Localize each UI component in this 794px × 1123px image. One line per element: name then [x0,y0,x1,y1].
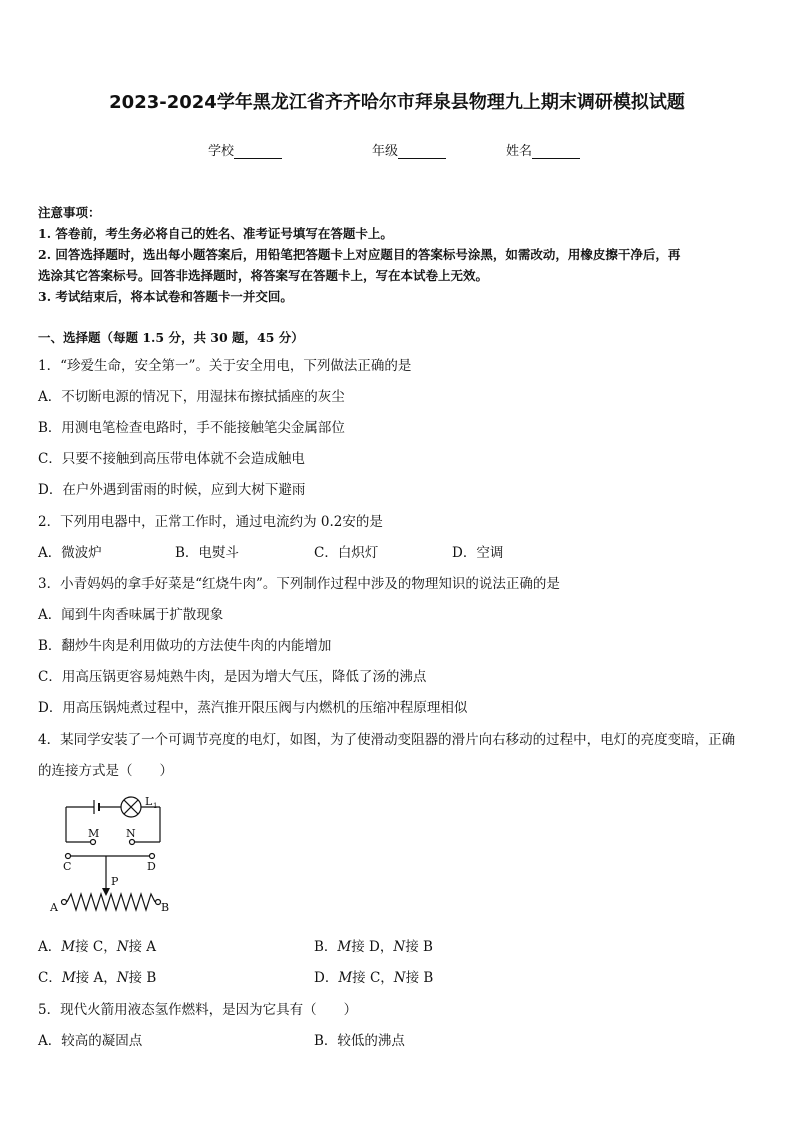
terminal-b [156,900,161,905]
option-c[interactable]: C．只要不接触到高压带电体就不会造成触电 [38,451,305,467]
option-d[interactable]: D．在户外遇到雷雨的时候，应到大树下避雨 [38,482,306,498]
terminal-a [62,900,67,905]
label-n: N [126,827,136,840]
question-stem: 2．下列用电器中，正常工作时，通过电流约为 0.2安的是 [38,514,383,530]
option-a[interactable]: A．不切断电源的情况下，用湿抹布擦拭插座的灰尘 [38,389,345,405]
terminal-m [91,840,96,845]
label-m: M [88,827,100,840]
option-a[interactable]: A．微波炉 [38,545,102,561]
label-b: B [161,901,170,914]
notice-item: 选涂其它答案标号。回答非选择题时，将答案写在答题卡上，写在本试卷上无效。 [38,268,489,283]
option-b[interactable]: B．用测电笔检查电路时，手不能接触笔尖金属部位 [38,420,345,436]
option-c[interactable]: C．M接 A，N接 B [38,970,157,986]
school-field[interactable] [208,140,282,159]
label-d: D [147,860,156,873]
option-c[interactable]: C．用高压锅更容易炖熟牛肉，是因为增大气压，降低了汤的沸点 [38,669,427,685]
notice-heading: 注意事项： [38,205,101,220]
question-stem: 4．某同学安装了一个可调节亮度的电灯，如图，为了使滑动变阻器的滑片向右移动的过程中，电灯的亮度变暗，正确 [38,732,736,748]
label-c: C [63,860,72,873]
notice-item: 3. 考试结束后，将本试卷和答题卡一并交回。 [38,289,293,304]
lamp-label: L [145,795,153,808]
terminal-d [150,854,155,859]
option-a[interactable]: A．闻到牛肉香味属于扩散现象 [38,607,224,623]
option-c[interactable]: C．白炽灯 [314,545,379,561]
name-label: 姓名 [506,144,533,159]
name-field[interactable] [506,140,580,159]
name-blank[interactable] [532,144,580,159]
lamp-subscript: 1 [153,802,158,810]
option-d[interactable]: D．空调 [452,545,504,561]
question-stem-cont: 的连接方式是（ ） [38,763,173,779]
option-d[interactable]: D．M接 C，N接 B [314,970,434,986]
option-b[interactable]: B．电熨斗 [175,545,239,561]
terminal-n [130,840,135,845]
slider-arrow-icon [102,888,110,896]
grade-field[interactable] [372,140,446,159]
resistor-zigzag [67,894,155,910]
grade-blank[interactable] [398,144,446,159]
option-d[interactable]: D．用高压锅炖煮过程中，蒸汽推开限压阀与内燃机的压缩冲程原理相似 [38,700,468,716]
circuit-diagram [44,790,174,920]
label-p: P [111,875,119,888]
option-b[interactable]: B．翻炒牛肉是利用做功的方法使牛肉的内能增加 [38,638,332,654]
terminal-c [66,854,71,859]
notice-item: 1. 答卷前，考生务必将自己的姓名、准考证号填写在答题卡上。 [38,226,393,241]
school-label: 学校 [208,144,235,159]
label-a: A [50,901,58,914]
option-a[interactable]: A．较高的凝固点 [38,1033,143,1049]
page-title: 2023-2024学年黑龙江省齐齐哈尔市拜泉县物理九上期末调研模拟试题 [109,92,685,113]
option-b[interactable]: B．较低的沸点 [314,1033,405,1049]
question-stem: 3．小青妈妈的拿手好菜是“红烧牛肉”。下列制作过程中涉及的物理知识的说法正确的是 [38,576,560,592]
section-heading: 一、选择题（每题 1.5 分，共 30 题，45 分） [38,330,304,345]
notice-item: 2. 回答选择题时，选出每小题答案后，用铅笔把答题卡上对应题目的答案标号涂黑，如需改动，用橡皮擦干净后，再 [38,247,681,262]
question-stem: 5．现代火箭用液态氢作燃料，是因为它具有（ ） [38,1002,358,1018]
option-b[interactable]: B．M接 D，N接 B [314,939,433,955]
grade-label: 年级 [372,144,399,159]
question-stem: 1．“珍爱生命，安全第一”。关于安全用电，下列做法正确的是 [38,358,412,374]
option-a[interactable]: A．M接 C，N接 A [38,939,157,955]
school-blank[interactable] [234,144,282,159]
